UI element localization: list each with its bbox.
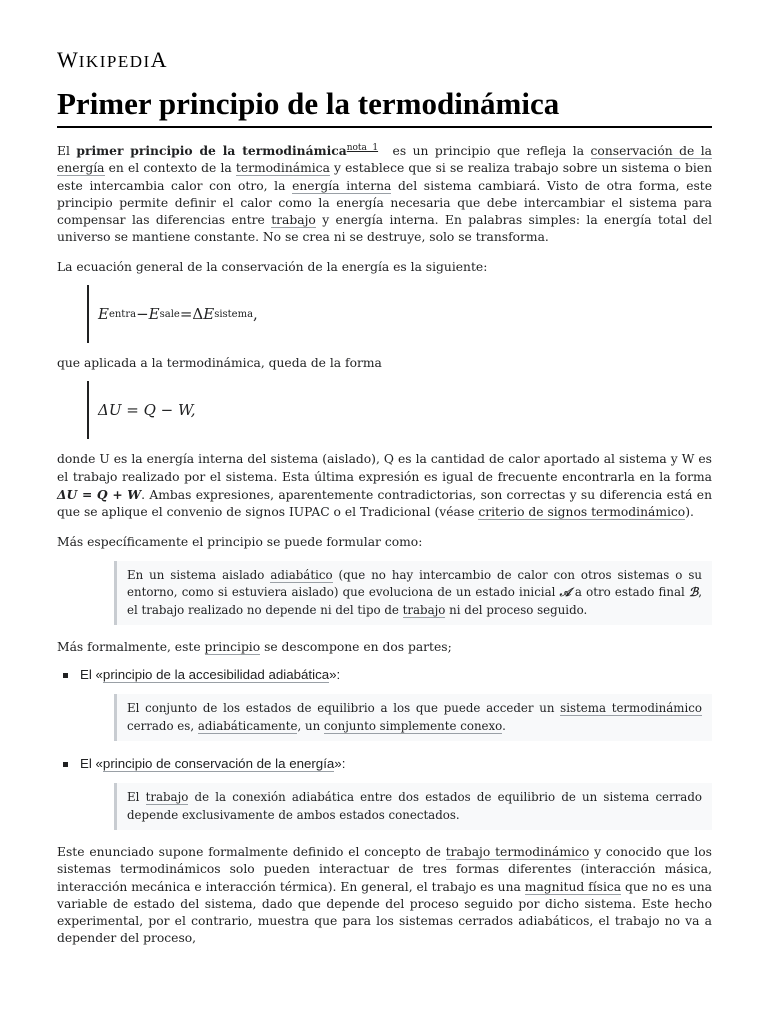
math-symbol-b: ℬ — [688, 585, 699, 600]
text: »: — [329, 667, 341, 683]
math-subscript: entra — [108, 308, 137, 320]
text: se descompone en dos partes; — [260, 640, 452, 655]
math-symbol: E — [98, 305, 109, 324]
text: y establece que si se realiza trabajo sobre un sistema o bien este intercambia calor con otro, la — [57, 161, 713, 193]
paragraph-donde — [57, 451, 712, 521]
text: Este enunciado supone formalmente definido el concepto de — [57, 845, 446, 859]
intro-paragraph — [57, 142, 712, 247]
page-title: Primer principio de la termodinámica — [57, 84, 712, 128]
text: de la conexión adiabática entre dos estados de equilibrio de un sistema cerrado depende exclusivamente de ambos estados conectados. — [127, 790, 702, 822]
text: es un principio que refleja la — [386, 144, 591, 158]
link-energia-interna[interactable]: energía interna — [292, 178, 392, 193]
text: y energía interna. En palabras simples: la energía total del universo se mantiene constante. No se crea ni se destruye, solo se transforma. — [57, 213, 712, 245]
list-item — [80, 666, 712, 684]
quote-text — [127, 567, 702, 619]
math-symbol: E — [203, 305, 215, 324]
inline-math: ΔU = Q + W — [57, 486, 142, 502]
quote-text — [127, 789, 702, 824]
text: donde U es la energía interna del sistema (aislado), Q es la cantidad de calor aportado al sistema y W es el trabajo realizado por el sistema. Esta última expresión es igual de frecuente encontrarla en la forma — [57, 452, 712, 484]
wikipedia-logo[interactable]: WIKIPEDIA — [57, 47, 168, 72]
link-accesibilidad-adiabatica[interactable]: principio de la accesibilidad adiabática — [102, 667, 330, 683]
blockquote-conservacion — [114, 783, 712, 830]
bold-term: primer principio de la termodinámica — [76, 143, 347, 158]
blockquote-aislado — [114, 561, 712, 625]
text: ). — [685, 505, 694, 520]
math-operator: − — [136, 305, 149, 324]
math-operator: , — [253, 305, 258, 324]
note-ref[interactable]: nota 1 — [346, 143, 379, 153]
text: del sistema cambiará. Visto de otra forma, este principio permite definir el calor como la energía necesaria que debe intercambiar el sistema para compensar las diferencias entre — [57, 178, 713, 228]
text: cerrado es, — [127, 718, 198, 733]
text: El « — [80, 756, 103, 772]
list-item — [80, 755, 712, 773]
equation-first-law — [87, 381, 712, 439]
link-trabajo-termodinamico[interactable]: trabajo termodinámico — [445, 845, 590, 859]
paragraph-enunciado — [57, 844, 712, 948]
text: (que no hay intercambio de calor con otros sistemas o su entorno, como si estuviera aislado) que evoluciona de un estado inicial — [127, 567, 702, 600]
text: que no es una variable de estado del sistema, dado que depende del proceso seguido por dicho sistema. Este hecho experimental, por el contrario, muestra que para los sistemas cerrados adiabáticos, el trabajo no va a depender del proceso, — [57, 879, 712, 946]
quote-text — [127, 700, 702, 735]
link-sistema-termodinamico[interactable]: sistema termodinámico — [560, 701, 702, 716]
text: , el trabajo realizado no depende ni del tipo de — [127, 585, 703, 617]
link-adiabaticamente[interactable]: adiabáticamente — [197, 718, 298, 733]
link-principio[interactable]: principio — [204, 640, 261, 655]
text: ni del proceso seguido. — [445, 602, 588, 617]
link-trabajo[interactable]: trabajo — [402, 602, 446, 617]
link-adiabatico[interactable]: adiabático — [270, 567, 333, 582]
text: El — [127, 790, 146, 805]
link-conservacion-energia[interactable]: conservación de la energía — [57, 144, 712, 176]
math-expression: ΔU = Q − W, — [98, 401, 196, 420]
math-symbol: E — [148, 305, 160, 324]
math-subscript: sistema — [214, 308, 254, 320]
paragraph-ecuacion: La ecuación general de la conservación de la energía es la siguiente: — [57, 259, 488, 274]
text: En un sistema aislado — [127, 567, 271, 582]
text: El conjunto de los estados de equilibrio a los que puede acceder un — [127, 701, 561, 716]
text: Más formalmente, este — [57, 640, 205, 655]
math-subscript: sale — [159, 308, 180, 320]
blockquote-accesibilidad — [114, 694, 712, 741]
math-symbol: Δ — [192, 305, 204, 324]
paragraph-especificamente: Más específicamente el principio se puede formular como: — [57, 534, 423, 549]
article-body — [57, 142, 712, 948]
text: en el contexto de la — [104, 161, 236, 176]
text: , un — [297, 718, 324, 733]
text: El « — [80, 667, 103, 683]
text: . Ambas expresiones, aparentemente contradictorias, son correctas y su diferencia está en que se aplique el convenio de signos IUPAC o el Tradicional (véase — [57, 487, 712, 520]
text: y conocido que los sistemas termodinámicos solo pueden interactuar de tres formas diferentes (interacción másica, interacción mecánica e interacción térmica). En general, el trabajo es una — [57, 845, 712, 894]
text: a otro estado final — [570, 585, 689, 600]
equation-conservation — [87, 285, 712, 343]
link-conservacion-energia[interactable]: principio de conservación de la energía — [102, 756, 335, 772]
paragraph-aplicada: que aplicada a la termodinámica, queda de la forma — [57, 356, 382, 371]
link-trabajo[interactable]: trabajo — [271, 213, 316, 228]
paragraph-formalmente — [57, 639, 712, 656]
math-operator: = — [179, 305, 193, 324]
link-magnitud-fisica[interactable]: magnitud física — [524, 879, 622, 894]
link-conjunto-conexo[interactable]: conjunto simplemente conexo — [323, 718, 503, 733]
text: »: — [334, 756, 346, 772]
text: . — [502, 718, 506, 733]
link-termodinamica[interactable]: termodinámica — [235, 161, 330, 176]
link-trabajo[interactable]: trabajo — [145, 790, 189, 805]
math-symbol-a: 𝒜 — [559, 585, 571, 600]
link-criterio-signos[interactable]: criterio de signos termodinámico — [478, 505, 686, 520]
text: El — [57, 144, 77, 158]
